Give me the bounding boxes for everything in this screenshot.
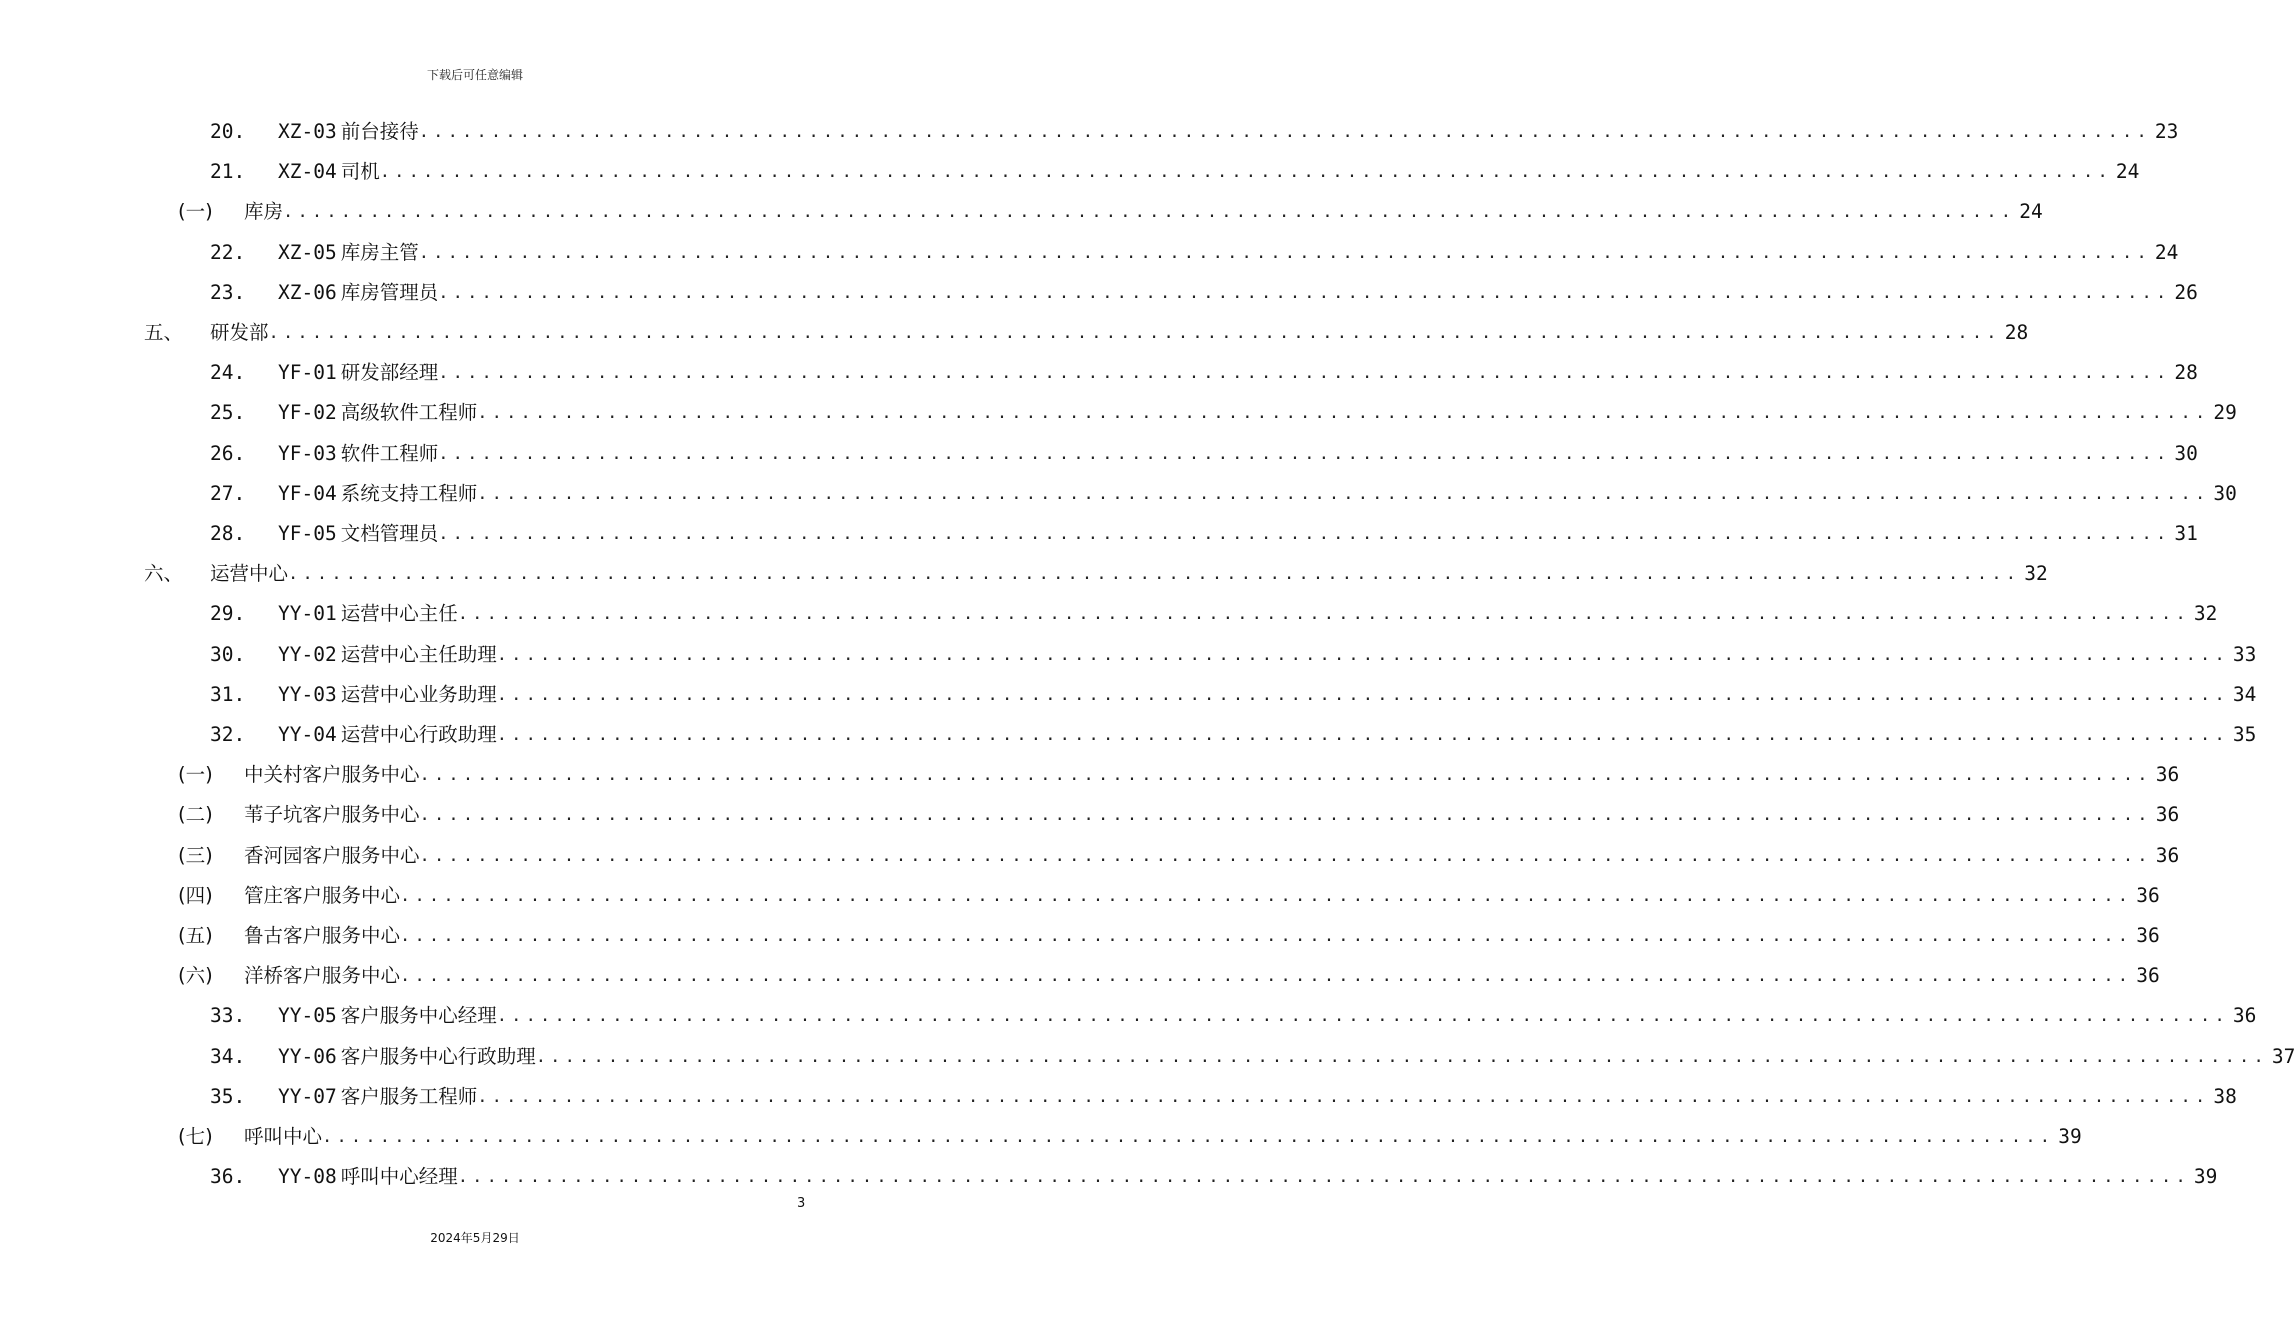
toc-entry-page: 32 bbox=[2024, 562, 2048, 586]
toc-entry-page: 38 bbox=[2213, 1084, 2237, 1108]
toc-entry-number: 32. bbox=[210, 723, 246, 746]
toc-entry-title: 运营中心 bbox=[210, 562, 289, 586]
toc-dot-leader: ........................................................................................................................ bbox=[457, 604, 2190, 625]
toc-entry-title: 运营中心行政助理 bbox=[340, 723, 497, 746]
toc-dot-leader: ........................................................................................................................ bbox=[419, 765, 2152, 786]
toc-entry[interactable] bbox=[0, 474, 2237, 514]
toc-entry-code: YY-03 bbox=[278, 682, 337, 706]
toc-entry-title: 库房 bbox=[244, 200, 284, 224]
toc-entry-page: 28 bbox=[2174, 361, 2198, 385]
toc-entry-page: 30 bbox=[2213, 481, 2237, 505]
toc-entry[interactable] bbox=[0, 434, 2198, 474]
toc-dot-leader: ........................................................................................................................ bbox=[400, 926, 2133, 946]
toc-entry-number: 30. bbox=[210, 642, 246, 666]
toc-entry[interactable] bbox=[0, 112, 2179, 152]
toc-entry-title: 客户服务中心行政助理 bbox=[340, 1044, 536, 1068]
toc-entry[interactable] bbox=[0, 1077, 2237, 1117]
toc-entry-code: YY-04 bbox=[278, 723, 337, 746]
toc-entry-page: 32 bbox=[2193, 602, 2218, 626]
toc-entry-title: 中关村客户服务中心 bbox=[244, 763, 420, 787]
toc-entry[interactable] bbox=[0, 393, 2237, 433]
page-number: 3 bbox=[797, 1196, 806, 1211]
toc-entry[interactable] bbox=[0, 916, 2160, 956]
toc-dot-leader: ........................................................................................................................ bbox=[438, 524, 2171, 544]
toc-entry-title: 软件工程师 bbox=[340, 441, 439, 465]
toc-entry-number: (四) bbox=[178, 883, 213, 907]
toc-entry-number: 29. bbox=[210, 602, 246, 626]
toc-entry[interactable] bbox=[0, 353, 2198, 393]
toc-entry-title: 库房管理员 bbox=[340, 280, 439, 304]
toc-entry-title: 管庄客户服务中心 bbox=[244, 883, 401, 907]
toc-dot-leader: ........................................................................................................................ bbox=[477, 403, 2210, 424]
toc-entry-page: 37 bbox=[2271, 1044, 2295, 1068]
toc-entry-title: 运营中心主任助理 bbox=[340, 642, 497, 666]
toc-dot-leader: ........................................................................................................................ bbox=[322, 1127, 2055, 1147]
page-footer-date: 2024年5月29日 bbox=[430, 1231, 520, 1245]
toc-entry-title: 高级软件工程师 bbox=[340, 401, 478, 425]
toc-entry-number: 35. bbox=[210, 1084, 246, 1108]
toc-entry-number: (五) bbox=[178, 924, 213, 947]
toc-entry-page: 31 bbox=[2174, 522, 2198, 545]
toc-entry-page: 36 bbox=[2232, 1004, 2257, 1028]
toc-entry-number: (六) bbox=[178, 964, 213, 988]
toc-entry-title: 运营中心主任 bbox=[340, 602, 458, 626]
toc-entry-code: YY-02 bbox=[278, 642, 337, 666]
toc-entry[interactable] bbox=[0, 956, 2160, 996]
toc-entry[interactable] bbox=[0, 554, 2048, 594]
toc-entry-code: YF-01 bbox=[278, 361, 337, 385]
toc-entry-title: 研发部 bbox=[210, 321, 269, 344]
toc-entry-page: 28 bbox=[2004, 321, 2029, 344]
toc-entry[interactable] bbox=[0, 1037, 2295, 1077]
toc-entry-code: YF-05 bbox=[278, 522, 337, 545]
toc-entry-page: 24 bbox=[2019, 200, 2043, 224]
page-header: 下载后可任意编辑 bbox=[426, 68, 523, 82]
toc-entry[interactable] bbox=[0, 755, 2180, 795]
toc-dot-leader: ........................................................................................................................ bbox=[419, 845, 2152, 866]
toc-entry-code: YF-02 bbox=[278, 401, 337, 425]
toc-entry-title: 香河园客户服务中心 bbox=[244, 843, 420, 867]
toc-dot-leader: ........................................................................................................................ bbox=[496, 1006, 2229, 1027]
toc-dot-leader: ........................................................................................................................ bbox=[457, 1167, 2190, 1188]
toc-entry-code: XZ-03 bbox=[278, 120, 337, 143]
toc-entry-number: 六、 bbox=[144, 562, 184, 586]
toc-entry[interactable] bbox=[0, 192, 2043, 232]
toc-entry[interactable] bbox=[0, 635, 2257, 675]
toc-entry-code: XZ-04 bbox=[278, 160, 337, 184]
toc-entry-page: 26 bbox=[2174, 280, 2198, 304]
toc-entry-title: 洋桥客户服务中心 bbox=[244, 964, 401, 988]
toc-entry-number: (一) bbox=[178, 200, 213, 224]
toc-dot-leader: ........................................................................................................................ bbox=[400, 966, 2133, 987]
toc-entry-page: 33 bbox=[2232, 642, 2257, 666]
toc-entry-number: 28. bbox=[210, 522, 246, 545]
toc-entry-number: 25. bbox=[210, 401, 246, 425]
toc-entry[interactable] bbox=[0, 273, 2198, 313]
toc-entry-page: 30 bbox=[2174, 441, 2198, 465]
toc-entry[interactable] bbox=[0, 1157, 2218, 1197]
toc-dot-leader: ........................................................................................................................ bbox=[379, 162, 2112, 183]
toc-dot-leader: ........................................................................................................................ bbox=[496, 725, 2229, 745]
toc-entry-page: 39 bbox=[2193, 1165, 2218, 1189]
toc-dot-leader: ........................................................................................................................ bbox=[400, 885, 2133, 906]
toc-dot-leader: ........................................................................................................................ bbox=[418, 242, 2151, 263]
toc-dot-leader: ........................................................................................................................ bbox=[418, 122, 2151, 142]
toc-entry-title: 呼叫中心经理 bbox=[340, 1165, 458, 1189]
toc-dot-leader: ........................................................................................................................ bbox=[283, 202, 2016, 223]
toc-entry-page: 36 bbox=[2155, 803, 2180, 827]
toc-entry[interactable] bbox=[0, 594, 2218, 634]
toc-entry[interactable] bbox=[0, 313, 2029, 353]
toc-entry-page: 36 bbox=[2136, 883, 2160, 907]
toc-entry[interactable] bbox=[0, 996, 2257, 1036]
toc-entry-number: 24. bbox=[210, 361, 246, 385]
toc-entry-page: 24 bbox=[2115, 160, 2140, 184]
toc-entry-number: 23. bbox=[210, 280, 246, 304]
toc-entry-number: 36. bbox=[210, 1165, 246, 1189]
toc-entry-title: 运营中心业务助理 bbox=[340, 682, 497, 706]
toc-dot-leader: ........................................................................................................................ bbox=[477, 1086, 2210, 1107]
toc-entry-page: 36 bbox=[2155, 843, 2180, 867]
toc-entry[interactable] bbox=[0, 1117, 2082, 1157]
toc-entry-code: XZ-06 bbox=[278, 280, 337, 304]
toc-entry[interactable] bbox=[0, 876, 2160, 916]
toc-entry-code: YY-08 bbox=[278, 1165, 337, 1189]
toc-entry[interactable] bbox=[0, 233, 2179, 273]
toc-entry-code: YF-04 bbox=[278, 481, 337, 505]
toc-entry-number: 34. bbox=[210, 1044, 246, 1068]
toc-entry-title: 库房主管 bbox=[340, 240, 419, 264]
toc-entry-number: 33. bbox=[210, 1004, 246, 1028]
toc-entry-number: (一) bbox=[178, 763, 213, 787]
toc-entry[interactable] bbox=[0, 675, 2257, 715]
toc-entry-code: XZ-05 bbox=[278, 240, 337, 264]
toc-entry-number: (七) bbox=[178, 1125, 213, 1148]
toc-entry[interactable] bbox=[0, 152, 2140, 192]
toc-dot-leader: ........................................................................................................................ bbox=[496, 684, 2229, 705]
toc-dot-leader: ........................................................................................................................ bbox=[535, 1046, 2268, 1067]
toc-entry-page: 29 bbox=[2213, 401, 2237, 425]
toc-entry-code: YY-01 bbox=[278, 602, 337, 626]
toc-entry-page: 39 bbox=[2058, 1125, 2082, 1148]
toc-entry[interactable] bbox=[0, 836, 2180, 876]
toc-entry-number: 22. bbox=[210, 240, 246, 264]
toc-dot-leader: ........................................................................................................................ bbox=[438, 363, 2171, 384]
toc-entry-title: 司机 bbox=[340, 160, 380, 184]
toc-entry-title: 文档管理员 bbox=[340, 522, 439, 545]
toc-entry-page: 23 bbox=[2154, 120, 2179, 143]
toc-entry-number: 21. bbox=[210, 160, 246, 184]
toc-entry-code: YY-07 bbox=[278, 1084, 337, 1108]
toc-entry-title: 呼叫中心 bbox=[244, 1125, 323, 1148]
toc-entry-page: 36 bbox=[2155, 763, 2180, 787]
toc-entry-page: 36 bbox=[2136, 924, 2160, 947]
toc-entry-page: 24 bbox=[2154, 240, 2179, 264]
toc-entry-number: 20. bbox=[210, 120, 246, 143]
toc-entry-number: 27. bbox=[210, 481, 246, 505]
toc-entry-page: 36 bbox=[2136, 964, 2160, 988]
toc-entry-code: YF-03 bbox=[278, 441, 337, 465]
toc-entry-number: 五、 bbox=[144, 321, 184, 344]
toc-entry-title: 苇子坑客户服务中心 bbox=[244, 803, 420, 827]
toc-entry[interactable] bbox=[0, 514, 2198, 554]
toc-entry[interactable] bbox=[0, 795, 2180, 835]
toc-entry-page: 34 bbox=[2232, 682, 2257, 706]
toc-entry-title: 客户服务中心经理 bbox=[340, 1004, 497, 1028]
toc-dot-leader: ........................................................................................................................ bbox=[288, 564, 2021, 585]
toc-entry-number: 26. bbox=[210, 441, 246, 465]
toc-dot-leader: ........................................................................................................................ bbox=[438, 443, 2171, 464]
toc-entry-number: (二) bbox=[178, 803, 213, 827]
toc-entry-title: 系统支持工程师 bbox=[340, 481, 478, 505]
toc-dot-leader: ........................................................................................................................ bbox=[268, 323, 2001, 343]
toc-entry-number: (三) bbox=[178, 843, 213, 867]
toc-dot-leader: ........................................................................................................................ bbox=[438, 282, 2171, 303]
toc-entry-title: 客户服务工程师 bbox=[340, 1084, 478, 1108]
toc-entry-title: 鲁古客户服务中心 bbox=[244, 924, 401, 947]
toc-entry-code: YY-06 bbox=[278, 1044, 337, 1068]
toc-entry-number: 31. bbox=[210, 682, 246, 706]
toc-dot-leader: ........................................................................................................................ bbox=[477, 483, 2210, 504]
toc-dot-leader: ........................................................................................................................ bbox=[496, 644, 2229, 665]
toc-entry-code: YY-05 bbox=[278, 1004, 337, 1028]
toc-entry-title: 研发部经理 bbox=[340, 361, 439, 385]
toc-entry[interactable] bbox=[0, 715, 2257, 755]
toc-entry-page: 35 bbox=[2232, 723, 2257, 746]
toc-dot-leader: ........................................................................................................................ bbox=[419, 805, 2152, 826]
toc-entry-title: 前台接待 bbox=[340, 120, 419, 143]
